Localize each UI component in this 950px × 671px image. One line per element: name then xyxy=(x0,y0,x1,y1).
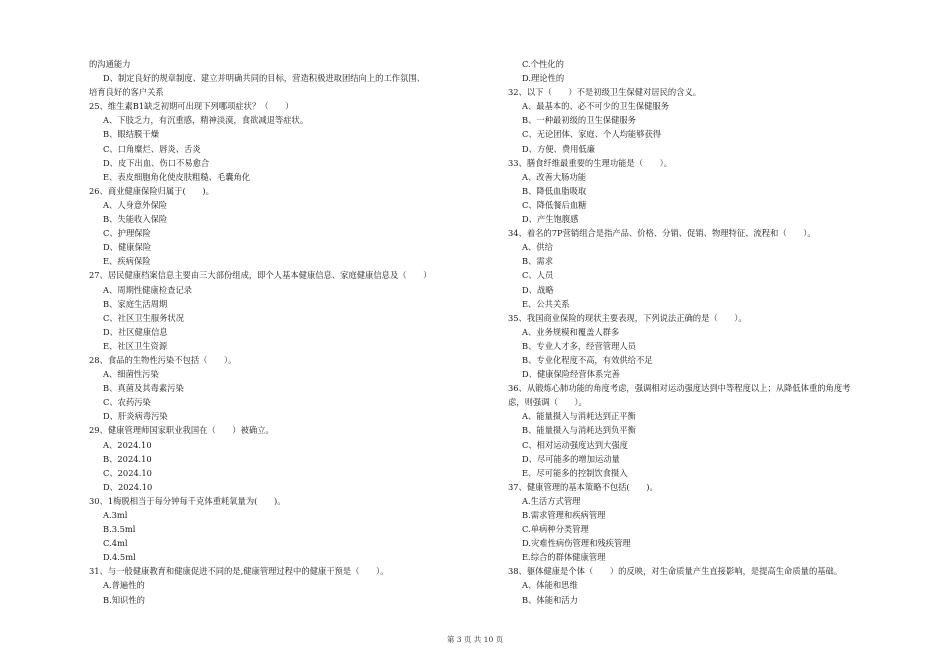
answer-option: A.普遍性的 xyxy=(103,580,145,591)
answer-option: E、尽可能多的控制饮食摄入 xyxy=(522,467,628,478)
answer-option: B、专业化程度不高，有效供给不足 xyxy=(522,354,653,365)
answer-option: D、健康保险经营体系完善 xyxy=(522,369,620,380)
question-text: 29、健康管理师国家职业我国在（ ）被确立。 xyxy=(89,425,274,436)
answer-option: A.生活方式管理 xyxy=(522,495,581,506)
question-text: 35、我国商业保险的现状主要表现，下列说法正确的是（ ）。 xyxy=(508,312,747,323)
answer-option: A、人身意外保险 xyxy=(103,199,168,210)
left-column xyxy=(89,57,509,607)
answer-option: E、表皮细胞角化使皮肤粗糙、毛囊角化 xyxy=(103,171,251,182)
question-text: 26、商业健康保险归属于( )。 xyxy=(89,185,214,196)
answer-option: D、产生饱腹感 xyxy=(522,214,579,225)
answer-option: A.3ml xyxy=(103,510,128,520)
answer-option: B.3.5ml xyxy=(103,524,136,535)
answer-option: D、皮下出血、伤口不易愈合 xyxy=(103,157,210,168)
answer-option: E.综合的群体健康管理 xyxy=(522,552,606,563)
answer-option: C、护理保险 xyxy=(103,228,151,239)
answer-option: A、业务规模和覆盖人群多 xyxy=(522,326,620,337)
answer-option: D、战略 xyxy=(522,284,554,295)
answer-option: D、制定良好的规章制度、建立并明确共同的目标，营造积极进取团结向上的工作氛围、 xyxy=(103,73,425,84)
answer-option: C.个性化的 xyxy=(522,59,564,69)
answer-option: E、公共关系 xyxy=(522,298,570,309)
answer-option: A、体能和思维 xyxy=(522,580,578,591)
page-number: 第 3 页 共 10 页 xyxy=(446,635,504,644)
answer-option: A、供给 xyxy=(522,242,553,253)
answer-option: D、肝炎病毒污染 xyxy=(103,411,168,422)
question-text: 28、食品的生物性污染不包括（ ）。 xyxy=(89,354,237,365)
answer-option: B.知识性的 xyxy=(103,594,145,605)
question-text: 36、从锻炼心肺功能的角度考虑，强调相对运动强度达到中等程度以上；从降低体重的角度考 xyxy=(508,383,851,394)
answer-option: B、体能和活力 xyxy=(522,594,578,605)
answer-option: A、2024.10 xyxy=(103,439,152,450)
answer-option: C、相对运动强度达到大强度 xyxy=(522,439,628,450)
answer-option: B、能量摄入与消耗达到负平衡 xyxy=(522,425,636,436)
answer-option: C、降低餐后血糖 xyxy=(522,199,587,210)
answer-option: B、2024.10 xyxy=(103,453,152,464)
answer-option: A、改善大肠功能 xyxy=(522,171,587,182)
answer-option: B、一种最初级的卫生保健服务 xyxy=(522,115,636,126)
answer-option: D.理论性的 xyxy=(522,73,565,84)
question-text: 37、健康管理的基本策略不包括( )。 xyxy=(508,481,658,492)
answer-option: A、能量摄入与消耗达到正平衡 xyxy=(522,411,636,422)
answer-option: B、眼结膜干燥 xyxy=(103,129,159,140)
answer-option: B、专业人才多，经营管理人员 xyxy=(522,340,636,351)
question-text: 25、维生素B1缺乏初期可出现下列哪项症状？（ ） xyxy=(89,101,294,112)
answer-option: B、家庭生活周期 xyxy=(103,298,168,309)
question-text: 31、与一般健康教育和健康促进不同的是,健康管理过程中的健康干预是（ ）。 xyxy=(89,566,389,577)
answer-option: D、尽可能多的增加运动量 xyxy=(522,453,620,464)
text-line: 培育良好的客户关系 xyxy=(89,87,164,98)
answer-option: D、2024.10 xyxy=(103,481,153,492)
answer-option: D.灾难性病伤管理和残疾管理 xyxy=(522,538,631,549)
answer-option: A、细菌性污染 xyxy=(103,369,159,380)
question-text: 34、着名的7P营销组合是指产品、价格、分销、促销、物理特征、流程和（ ）。 xyxy=(508,228,816,239)
question-text: 30、1梅脱相当于每分钟每千克体重耗氧量为( )。 xyxy=(89,495,286,506)
answer-option: C.单病种分类管理 xyxy=(522,524,589,535)
answer-option: A、周期性健康检查记录 xyxy=(103,284,192,295)
question-text: 38、躯体健康是个体（ ）的反映，对生命质量产生直接影响，是提高生命质量的基础。 xyxy=(508,566,843,577)
answer-option: D、社区健康信息 xyxy=(103,326,168,337)
question-text: 27、居民健康档案信息主要由三大部份组成，即个人基本健康信息、家庭健康信息及（ ） xyxy=(89,270,432,281)
answer-option: C.4ml xyxy=(103,538,128,549)
answer-option: B、需求 xyxy=(522,256,553,267)
answer-option: B、真菌及其毒素污染 xyxy=(103,383,184,394)
right-column xyxy=(508,57,928,607)
answer-option: C、社区卫生服务状况 xyxy=(103,312,185,323)
answer-option: C、2024.10 xyxy=(103,467,152,478)
question-text: 32、以下（ ）不是初级卫生保健对居民的含义。 xyxy=(508,87,702,98)
answer-option: D、健康保险 xyxy=(103,242,152,253)
answer-option: D.4.5ml xyxy=(103,552,136,563)
answer-option: A、下肢乏力，有沉重感，精神淡漠，食欲减退等症状。 xyxy=(103,115,309,126)
answer-option: C、无论团体、家庭、个人均能够获得 xyxy=(522,129,662,140)
answer-option: B、失能收入保险 xyxy=(103,214,168,225)
answer-option: E、社区卫生资源 xyxy=(103,340,168,351)
text-line: 的沟通能力 xyxy=(89,59,131,69)
answer-option: E、疾病保险 xyxy=(103,256,151,267)
text-line: 虑，则强调（ ）。 xyxy=(508,397,587,408)
question-text: 33、膳食纤维最重要的生理功能是（ ）。 xyxy=(508,157,673,168)
answer-option: C、农药污染 xyxy=(103,397,151,408)
answer-option: D、方便、费用低廉 xyxy=(522,143,596,154)
answer-option: B、降低血脂吸取 xyxy=(522,185,587,196)
answer-option: B.需求管理和疾病管理 xyxy=(522,510,606,520)
answer-option: C、人员 xyxy=(522,270,554,281)
answer-option: A、最基本的、必不可少的卫生保健服务 xyxy=(522,101,670,112)
answer-option: C、口角糜烂、唇炎、舌炎 xyxy=(103,143,201,154)
